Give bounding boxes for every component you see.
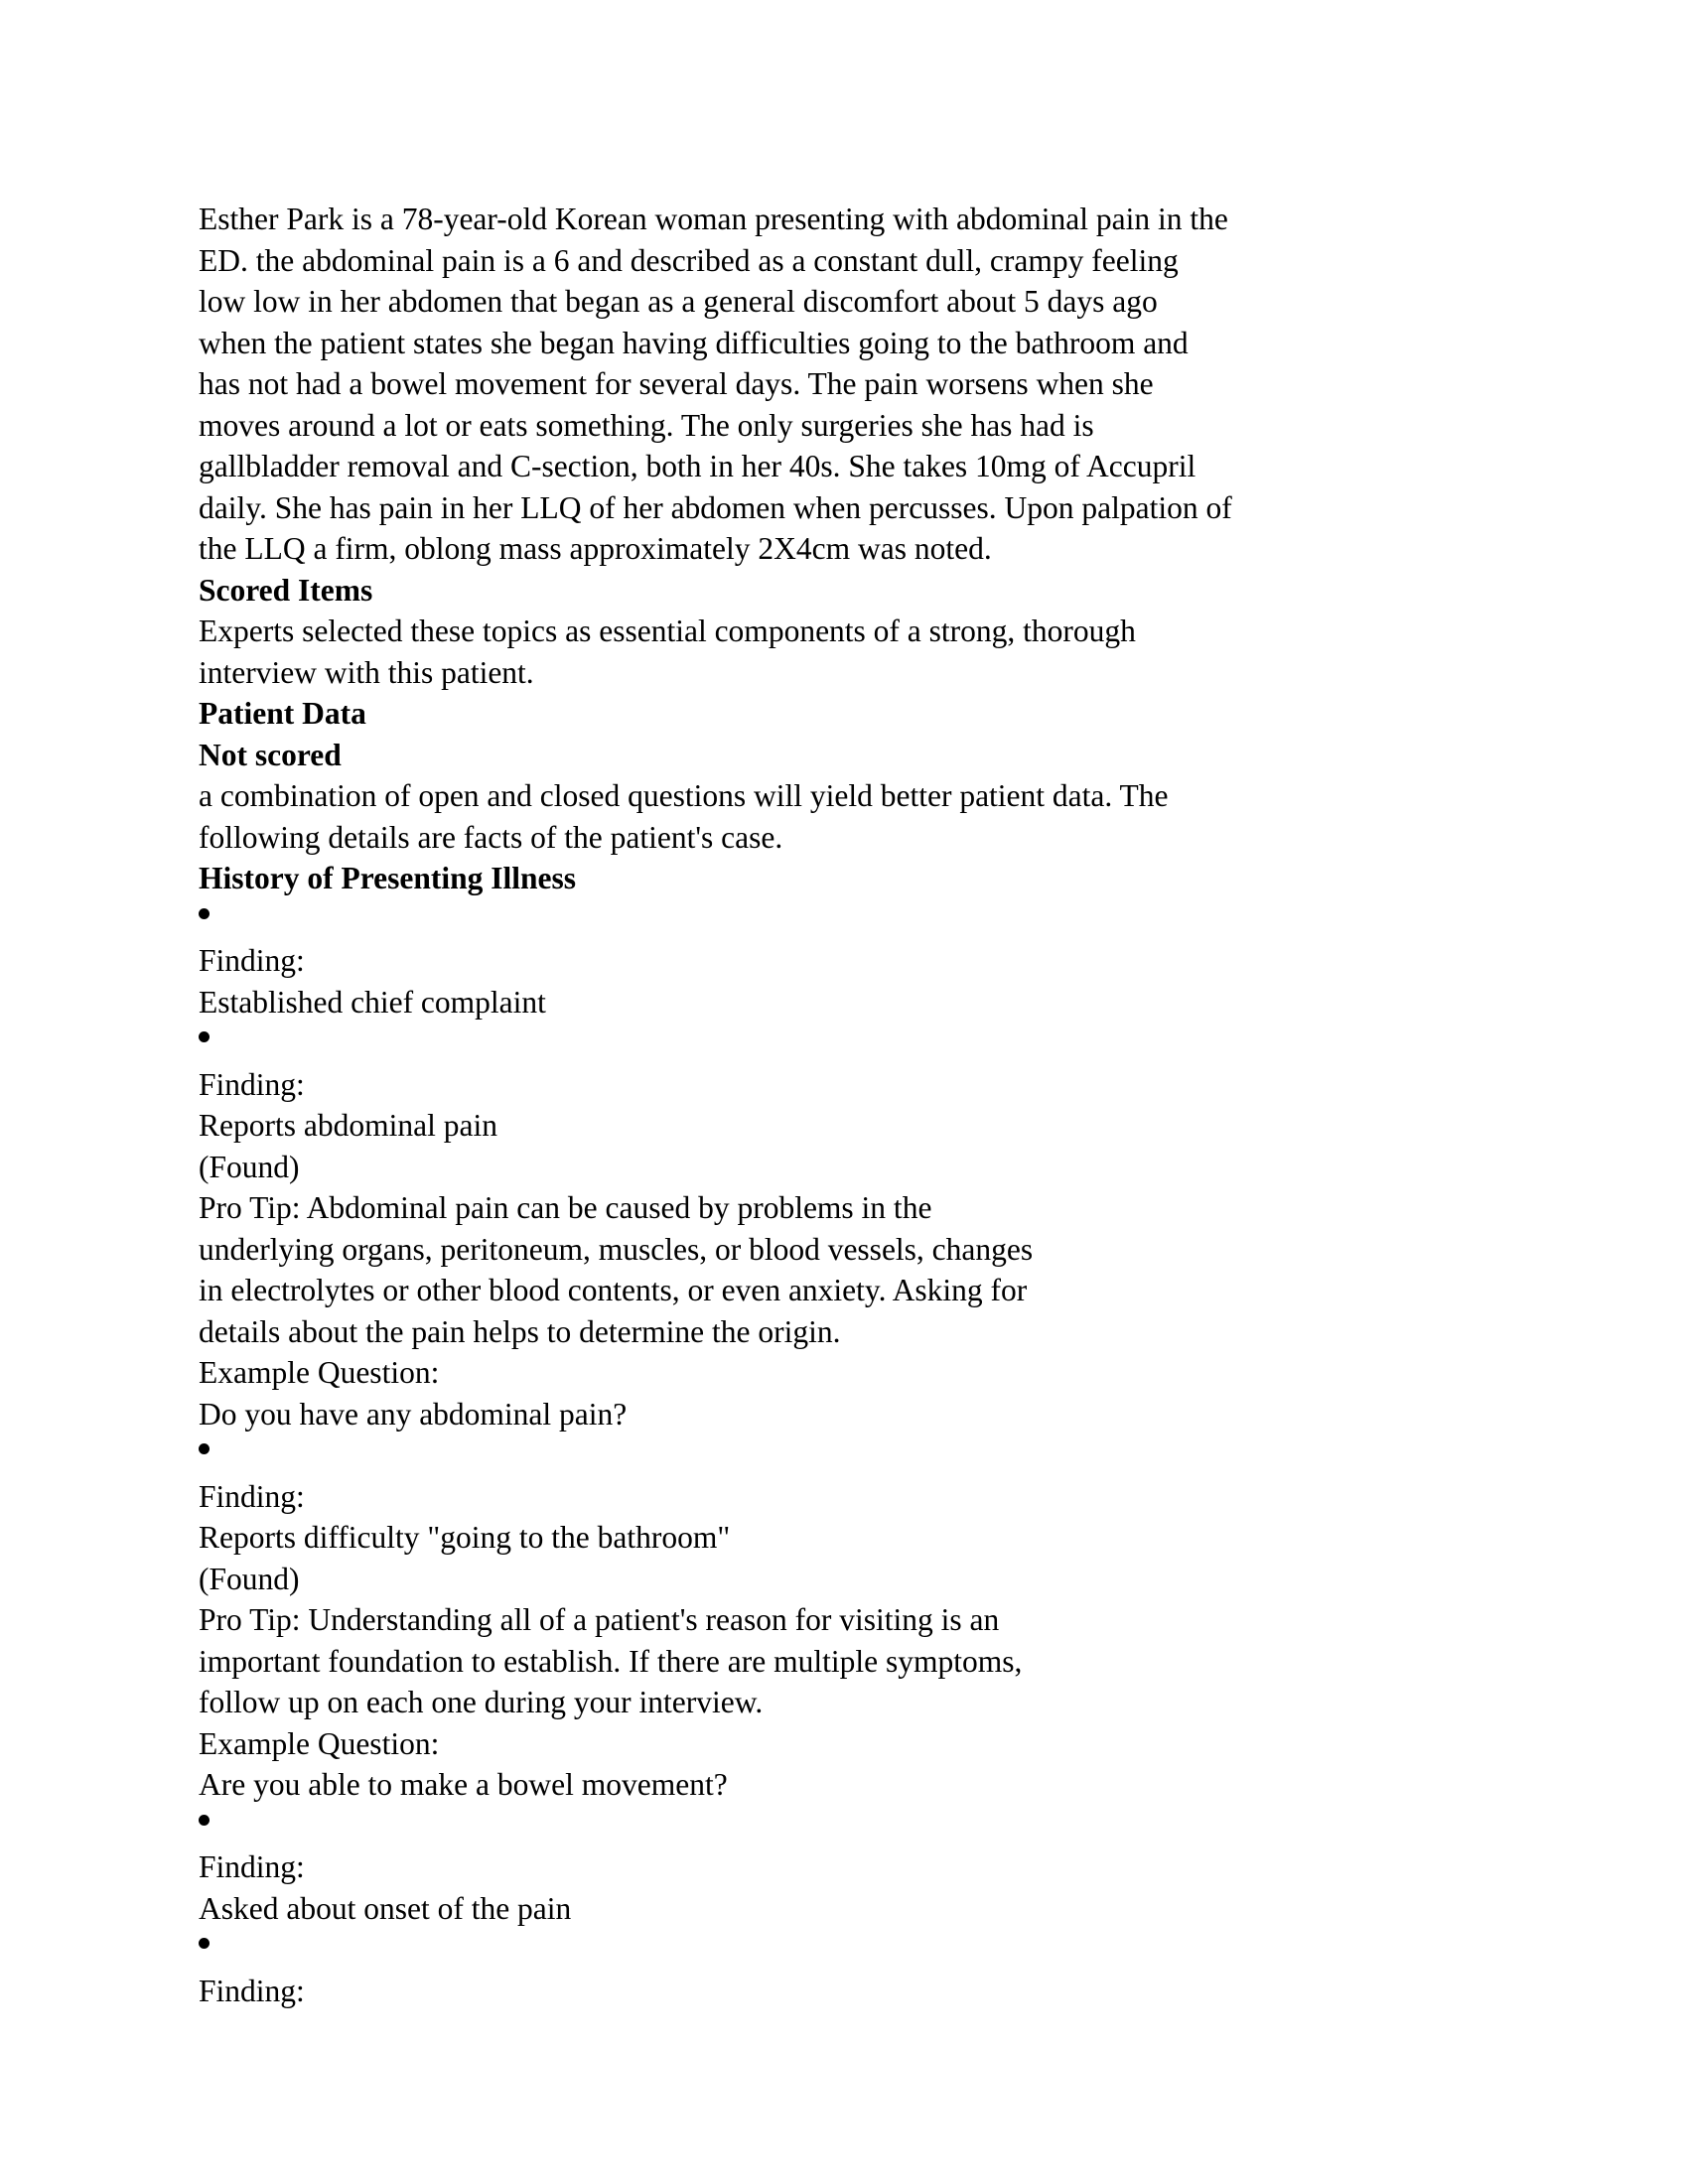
patient-data-section — [199, 693, 1321, 858]
pro-tip-line: underlying organs, peritoneum, muscles, or blood vessels, changes — [199, 1231, 1034, 1267]
intro-line: Esther Park is a 78-year-old Korean woman presenting with abdominal pain in the — [199, 202, 1228, 236]
finding-label: Finding: — [199, 1849, 305, 1884]
intro-line: moves around a lot or eats something. The only surgeries she has had is — [199, 407, 1094, 443]
not-scored-label: Not scored — [199, 737, 342, 772]
intro-line: the LLQ a firm, oblong mass approximately 2X4cm was noted. — [199, 531, 992, 566]
finding-label: Finding: — [199, 1066, 305, 1102]
finding-item — [199, 1023, 1321, 1434]
bullet-icon — [199, 1434, 1321, 1476]
finding-text: Asked about onset of the pain — [199, 1890, 572, 1926]
finding-label: Finding: — [199, 943, 305, 978]
document-page — [199, 199, 1321, 2011]
intro-line: low low in her abdomen that began as a general discomfort about 5 days ago — [199, 284, 1158, 319]
pro-tip-line: Pro Tip: Abdominal pain can be caused by problems in the — [199, 1190, 932, 1225]
finding-item — [199, 899, 1321, 1024]
bullet-icon — [199, 899, 1321, 941]
pro-tip-line: follow up on each one during your interview. — [199, 1685, 764, 1719]
finding-text: Reports difficulty "going to the bathroom" — [199, 1520, 731, 1555]
pro-tip-line: important foundation to establish. If there are multiple symptoms, — [199, 1643, 1023, 1679]
example-question: Do you have any abdominal pain? — [199, 1396, 628, 1432]
finding-text: Reports abdominal pain — [199, 1108, 497, 1143]
hpi-heading: History of Presenting Illness — [199, 861, 577, 895]
pro-tip-line: in electrolytes or other blood contents, or even anxiety. Asking for — [199, 1273, 1028, 1307]
intro-line: when the patient states she began having difficulties going to the bathroom and — [199, 325, 1189, 360]
case-intro — [199, 199, 1321, 570]
finding-item — [199, 1929, 1321, 2011]
example-label: Example Question: — [199, 1725, 440, 1761]
bullet-icon — [199, 1023, 1321, 1064]
pro-tip-line: details about the pain helps to determine the origin. — [199, 1313, 841, 1349]
pro-tip-line: Pro Tip: Understanding all of a patient's reason for visiting is an — [199, 1602, 1000, 1637]
hpi-section — [199, 858, 1321, 2011]
finding-item — [199, 1434, 1321, 1806]
finding-status: (Found) — [199, 1149, 300, 1184]
finding-label: Finding: — [199, 1973, 305, 2008]
finding-item — [199, 1806, 1321, 1930]
finding-label: Finding: — [199, 1478, 305, 1514]
intro-line: has not had a bowel movement for several days. The pain worsens when she — [199, 366, 1154, 401]
patient-data-text: a combination of open and closed questions will yield better patient data. The — [199, 778, 1169, 813]
example-question: Are you able to make a bowel movement? — [199, 1767, 728, 1802]
finding-text: Established chief complaint — [199, 984, 546, 1020]
intro-line: ED. the abdominal pain is a 6 and described as a constant dull, crampy feeling — [199, 242, 1179, 278]
bullet-icon — [199, 1929, 1321, 1971]
intro-line: gallbladder removal and C-section, both in her 40s. She takes 10mg of Accupril — [199, 449, 1196, 483]
intro-line: daily. She has pain in her LLQ of her abdomen when percusses. Upon palpation of — [199, 489, 1232, 525]
example-label: Example Question: — [199, 1355, 440, 1390]
finding-status: (Found) — [199, 1561, 300, 1596]
scored-items-heading: Scored Items — [199, 572, 373, 608]
patient-data-heading: Patient Data — [199, 696, 366, 731]
patient-data-text: following details are facts of the patient's case. — [199, 819, 783, 855]
scored-items-text: interview with this patient. — [199, 654, 534, 690]
bullet-icon — [199, 1806, 1321, 1847]
scored-items-section — [199, 570, 1321, 694]
scored-items-text: Experts selected these topics as essential components of a strong, thorough — [199, 614, 1136, 648]
